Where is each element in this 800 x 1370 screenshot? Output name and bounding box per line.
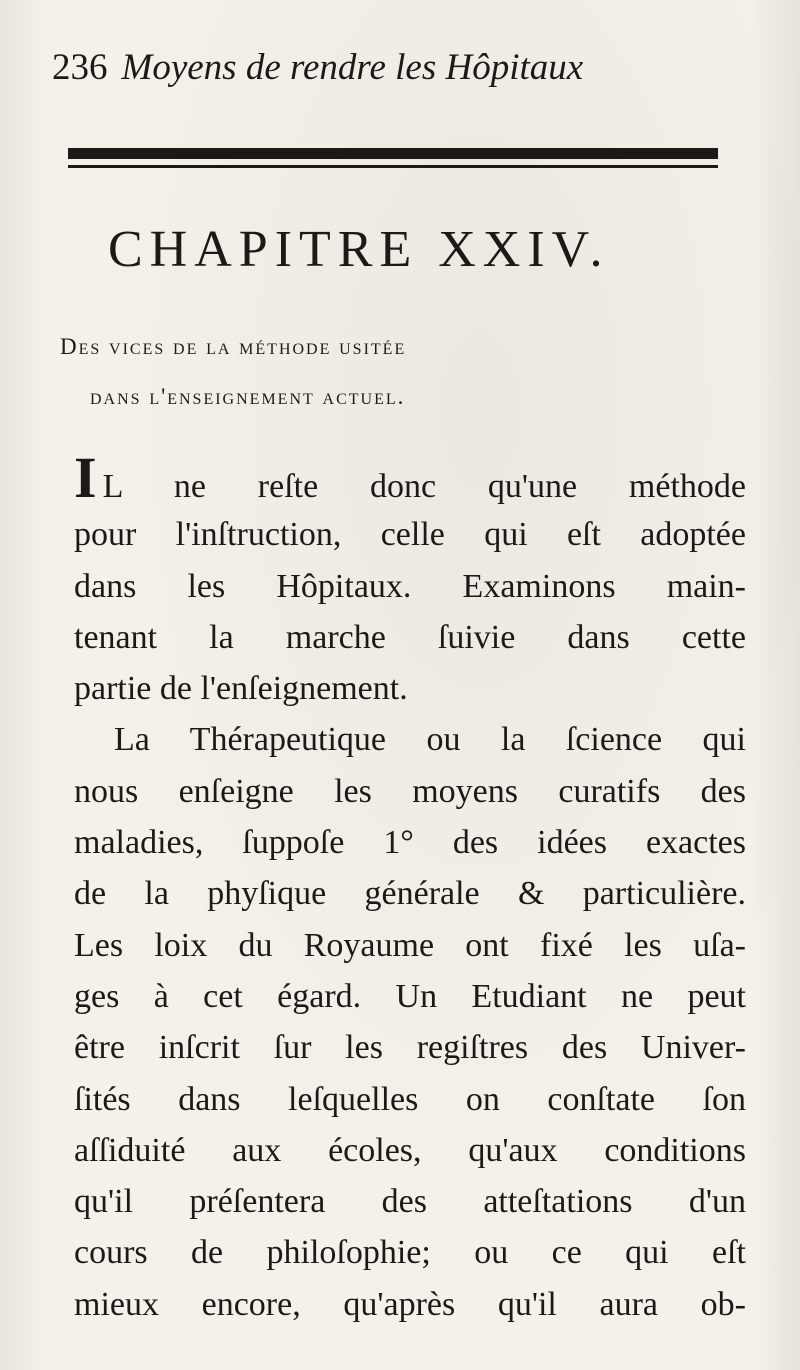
header-rule-thin <box>68 165 718 168</box>
drop-cap: I <box>74 445 97 510</box>
text-line: pour l'inſtruction, celle qui eſt adoptée <box>74 516 746 554</box>
text-line: La Thérapeutique ou la ſcience qui <box>114 721 746 759</box>
text-line: qu'il préſentera des atteſtations d'un <box>74 1183 746 1221</box>
chapter-subtitle-line: Des vices de la méthode usitée <box>60 334 407 359</box>
text-line: tenant la marche ſuivie dans cette <box>74 618 746 656</box>
text-line: aſſiduité aux écoles, qu'aux conditions <box>74 1131 746 1169</box>
chapter-subtitle <box>60 322 750 422</box>
chapter-subtitle-line: dans l'enseignement actuel. <box>90 384 406 409</box>
text-line: mieux encore, qu'après qu'il aura ob- <box>74 1285 746 1323</box>
text-line: partie de l'enſeignement. <box>74 670 408 708</box>
page-number: 236 <box>52 47 108 88</box>
running-head <box>52 46 583 90</box>
chapter-title: CHAPITRE XXIV. <box>108 221 610 278</box>
body-text <box>74 445 746 1330</box>
text-line: cours de philoſophie; ou ce qui eſt <box>74 1234 746 1272</box>
text-line: de la phyſique générale & particulière. <box>74 875 746 913</box>
header-rule-thick <box>68 148 718 159</box>
text-line: être inſcrit ſur les regiſtres des Univer- <box>74 1029 746 1067</box>
text-line: nous enſeigne les moyens curatifs des <box>74 772 746 810</box>
text-line: Les loix du Royaume ont fixé les uſa- <box>74 926 746 964</box>
text-line: ſités dans leſquelles on conſtate ſon <box>74 1080 746 1118</box>
text-line-content: L ne reſte donc qu'une méthode <box>102 468 746 505</box>
text-line: ges à cet égard. Un Etudiant ne peut <box>74 977 746 1015</box>
text-line <box>74 445 746 510</box>
text-line: maladies, ſuppoſe 1° des idées exactes <box>74 824 746 862</box>
running-title: Moyens de rendre les Hôpitaux <box>121 47 584 88</box>
text-line: dans les Hôpitaux. Examinons main- <box>74 567 746 605</box>
